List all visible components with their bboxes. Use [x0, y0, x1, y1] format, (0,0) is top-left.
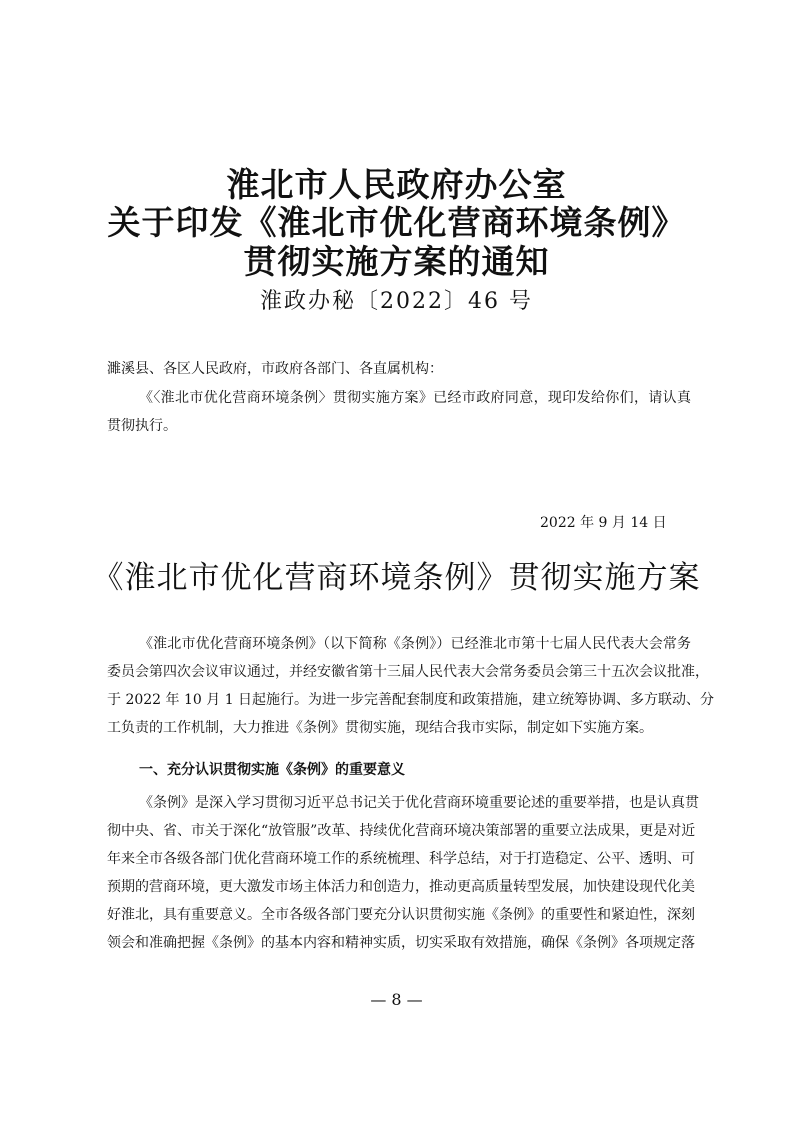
notice-title-line-2: 关于印发《淮北市优化营商环境条例》 [107, 203, 686, 242]
document-number: 淮政办秘〔2022〕46 号 [260, 289, 533, 314]
addressee: 濉溪县、各区人民政府，市政府各部门、各直属机构： [107, 361, 443, 377]
section-1-line: 年来全市各级各部门优化营商环境工作的系统梳理、科学总结，对于打造稳定、公平、透明、可 [107, 851, 695, 867]
section-1-body [107, 789, 699, 957]
section-1-line: 《条例》是深入学习贯彻习近平总书记关于优化营商环境重要论述的重要举措，也是认真贯 [139, 795, 699, 811]
section-1-line: 彻中央、省、市关于深化“放管服”改革、持续优化营商环境决策部署的重要立法成果，更是对近 [107, 823, 696, 839]
page-number: — 8 — [370, 990, 423, 1009]
plan-intro-line: 《淮北市优化营商环境条例》（以下简称《条例》）已经淮北市第十七届人民代表大会常务 [139, 636, 691, 652]
plan-intro-line: 于 2022 年 10 月 1 日起施行。为进一步完善配套制度和政策措施，建立统筹协调、多方联动、分 [107, 692, 715, 708]
notice-body-line: 《〈淮北市优化营商环境条例〉贯彻实施方案》已经市政府同意，现印发给你们，请认真 [139, 390, 691, 406]
section-1-line: 预期的营商环境，更大激发市场主体活力和创造力，推动更高质量转型发展，加快建设现代化美 [107, 879, 695, 895]
plan-intro-line: 工负责的工作机制，大力推进《条例》贯彻实施，现结合我市实际，制定如下实施方案。 [107, 720, 653, 736]
plan-title: 《淮北市优化营商环境条例》贯彻实施方案 [92, 560, 701, 596]
section-1-line: 好淮北，具有重要意义。全市各级各部门要充分认识贯彻实施《条例》的重要性和紧迫性，深刻 [107, 907, 695, 923]
plan-intro-line: 委员会第四次会议审议通过，并经安徽省第十三届人民代表大会常务委员会第三十五次会议批准， [107, 664, 709, 680]
notice-body-line: 贯彻执行。 [107, 418, 177, 434]
plan-intro [107, 630, 715, 742]
issue-date: 2022 年 9 月 14 日 [540, 515, 667, 531]
section-1-line: 领会和准确把握《条例》的基本内容和精神实质，切实采取有效措施，确保《条例》各项规定落 [107, 935, 695, 951]
section-1-heading: 一、充分认识贯彻实施《条例》的重要意义 [139, 762, 405, 778]
notice-title-line-1: 淮北市人民政府办公室 [226, 165, 567, 204]
notice-title-line-3: 贯彻实施方案的通知 [243, 242, 550, 281]
notice-body [107, 384, 691, 440]
